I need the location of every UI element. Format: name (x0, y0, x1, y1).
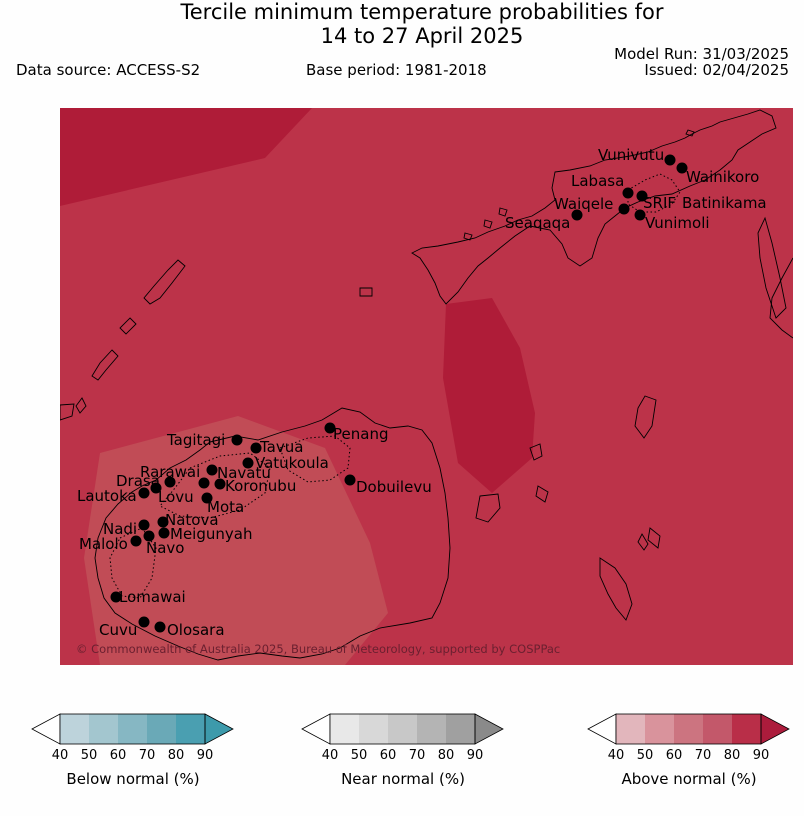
colorbar-above-segment (732, 714, 761, 744)
station-label-batinikama: Batinikama (682, 194, 767, 212)
colorbar-below-segment (89, 714, 118, 744)
title-line-2: 14 to 27 April 2025 (320, 24, 524, 48)
station-label-tagitagi: Tagitagi (167, 431, 226, 449)
station-label-labasa: Labasa (571, 172, 625, 190)
station-marker-waiqele[interactable] (619, 204, 630, 215)
colorbar-below (30, 712, 235, 746)
colorbar-above-segment (616, 714, 645, 744)
station-label-navo: Navo (146, 539, 185, 557)
station-label-vunimoli: Vunimoli (645, 214, 710, 232)
colorbar-above-tick: 90 (752, 748, 770, 763)
station-label-vunivutu: Vunivutu (598, 146, 665, 164)
colorbar-title-near: Near normal (%) (341, 770, 465, 788)
station-label-malolo: Malolo (79, 535, 128, 553)
station-marker-tagitagi[interactable] (232, 435, 243, 446)
station-label-meigunyah: Meigunyah (170, 525, 253, 543)
colorbar-above-tick: 50 (636, 748, 654, 763)
colorbar-near-segment (446, 714, 475, 744)
station-label-natova: Natova (165, 511, 219, 529)
colorbar-above-under-arrow (588, 714, 616, 744)
colorbar-near-over-arrow (475, 714, 503, 744)
station-marker-nadi[interactable] (139, 520, 150, 531)
probability-map (60, 108, 793, 665)
colorbar-below-tick: 70 (138, 748, 156, 763)
colorbar-above-segment (645, 714, 674, 744)
colorbar-below-segment (176, 714, 205, 744)
station-label-vatukoula: Vatukoula (255, 454, 329, 472)
colorbar-title-above: Above normal (%) (621, 770, 757, 788)
station-label-penang: Penang (333, 425, 389, 443)
colorbar-near (300, 712, 505, 746)
colorbar-below-tick: 90 (196, 748, 214, 763)
station-label-tavua: Tavua (260, 438, 304, 456)
colorbar-below-tick: 50 (80, 748, 98, 763)
colorbar-above-tick: 70 (694, 748, 712, 763)
station-label-waiqele: Waiqele (554, 195, 614, 213)
colorbar-below-over-arrow (205, 714, 233, 744)
colorbar-below-under-arrow (32, 714, 60, 744)
station-label-lautoka: Lautoka (77, 487, 137, 505)
station-marker-rarawai[interactable] (207, 465, 218, 476)
station-label-wainikoro: Wainikoro (686, 168, 760, 186)
station-marker-cuvu[interactable] (139, 617, 150, 628)
colorbar-below-tick: 60 (109, 748, 127, 763)
model-run: Model Run: 31/03/2025 (614, 45, 789, 63)
station-label-lovu: Lovu (158, 488, 194, 506)
base-period: Base period: 1981-2018 (306, 61, 487, 79)
station-label-cuvu: Cuvu (99, 621, 138, 639)
colorbar-above-segment (674, 714, 703, 744)
colorbar-near-segment (388, 714, 417, 744)
colorbar-below-tick: 40 (51, 748, 69, 763)
station-label-navatu: Navatu (217, 464, 271, 482)
colorbar-near-tick: 40 (321, 748, 339, 763)
station-label-mota: Mota (207, 498, 245, 516)
colorbar-below-tick: 80 (167, 748, 185, 763)
station-marker-olosara[interactable] (155, 622, 166, 633)
colorbar-above-tick: 40 (607, 748, 625, 763)
station-label-koronubu: Koronubu (225, 477, 297, 495)
colorbar-near-tick: 60 (379, 748, 397, 763)
colorbar-near-segment (417, 714, 446, 744)
station-label-rarawai: Rarawai (140, 463, 201, 481)
station-label-olosara: Olosara (167, 621, 225, 639)
colorbar-near-tick: 50 (350, 748, 368, 763)
colorbar-below-segment (118, 714, 147, 744)
colorbar-below-segment (60, 714, 89, 744)
station-label-seaqaqa: Seaqaqa (505, 214, 571, 232)
colorbar-title-below: Below normal (%) (66, 770, 200, 788)
colorbar-near-tick: 90 (466, 748, 484, 763)
colorbar-above-tick: 80 (723, 748, 741, 763)
map-title (0, 0, 804, 48)
colorbar-near-segment (330, 714, 359, 744)
colorbar-near-segment (359, 714, 388, 744)
colorbar-above (586, 712, 791, 746)
station-marker-dobuilevu[interactable] (345, 475, 356, 486)
issued-date: Issued: 02/04/2025 (644, 61, 789, 79)
colorbar-above-over-arrow (761, 714, 789, 744)
station-label-lomawai: Lomawai (119, 588, 186, 606)
station-label-drasa: Drasa (116, 472, 160, 490)
colorbar-near-tick: 70 (408, 748, 426, 763)
colorbar-near-under-arrow (302, 714, 330, 744)
colorbar-below-segment (147, 714, 176, 744)
station-marker-vunivutu[interactable] (665, 155, 676, 166)
station-label-dobuilevu: Dobuilevu (356, 478, 432, 496)
data-source: Data source: ACCESS-S2 (16, 61, 201, 79)
title-line-1: Tercile minimum temperature probabilities for (180, 0, 664, 24)
colorbar-above-segment (703, 714, 732, 744)
station-marker-meigunyah[interactable] (159, 528, 170, 539)
copyright-notice: © Commonwealth of Australia 2025, Bureau of Meteorology, supported by COSPPac (76, 642, 561, 656)
colorbar-above-tick: 60 (665, 748, 683, 763)
colorbar-near-tick: 80 (437, 748, 455, 763)
station-label-srif: SRIF (643, 194, 676, 212)
station-label-nadi: Nadi (103, 520, 138, 538)
